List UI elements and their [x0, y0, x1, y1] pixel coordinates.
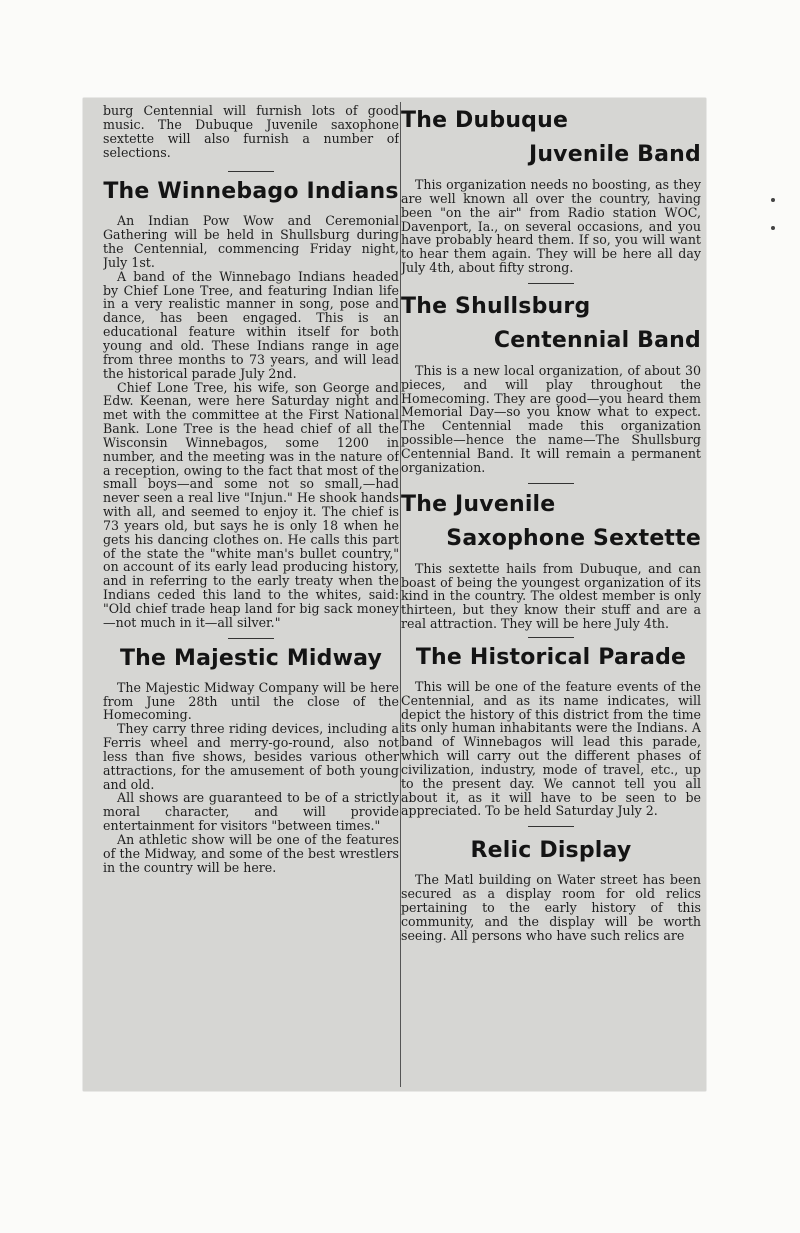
midway-paragraph: An athletic show will be one of the features of the Midway, and some of the best wrestlers in the country will be here.: [103, 831, 399, 875]
section-title-midway: The Majestic Midway: [119, 645, 383, 671]
midway-paragraph: All shows are guaranteed to be of a strictly moral character, and will provide entertainment for visitors "between times.": [103, 790, 399, 834]
title-line: The Juvenile: [401, 491, 556, 517]
section-title-saxophone-sextette: [401, 488, 701, 556]
winnebago-paragraph: An Indian Pow Wow and Ceremonial Gathering will be held in Shullsburg during the Centennial, commencing Friday night, July 1st.: [103, 213, 399, 270]
section-divider: [528, 826, 574, 827]
section-title-relic-display: Relic Display: [470, 838, 632, 864]
section-title-centennial-band: [401, 290, 701, 358]
section-title-winnebago: The Winnebago Indians: [103, 179, 399, 205]
section-divider: [228, 638, 274, 639]
section-divider: [528, 637, 574, 638]
title-line: Juvenile Band: [528, 142, 701, 167]
title-line: Centennial Band: [493, 327, 701, 353]
right-column: [401, 104, 701, 1085]
parade-paragraph: This will be one of the feature events of the Centennial, and as its name indicates, will depict the history of this district from the time its only human inhabitants were the Indians. A band of Winnebagos will lead this parade, which will carry out the different phases of civilization, industry, mode of travel, etc., up to the present day. We cannot tell you all about it, as it will have to be seen to be appreciated. To be held Saturday July 2.: [401, 678, 701, 819]
section-divider: [528, 283, 574, 284]
winnebago-paragraph: Chief Lone Tree, his wife, son George and Edw. Keenan, were here Saturday night and met with the committee at the First National Bank. Lone Tree is the head chief of all the Wisconsin Winnebagos, some 1200 in number, and the meeting was in the nature of a reception, owing to the fact that most of the small boys—and some not so small,—had never seen a real live "Injun." He shook hands with all, and seemed to enjoy it. The chief is 73 years old, but says he is only 18 when he gets his dancing clothes on. He calls this part of the state the "white man's bullet country," on account of its early lead producing history, and in referring to the early treaty when the Indians ceded this land to the whites, said: "Old chief trade heap land for big sack money—not much in it—all silver.": [103, 379, 399, 630]
midway-paragraph: The Majestic Midway Company will be here from June 28th until the close of the Homecoming.: [103, 679, 399, 723]
section-divider: [228, 171, 274, 172]
relic-paragraph: The Matl building on Water street has been secured as a display room for old relics pertaining to the early history of this community, and the display will be worth seeing. All persons who have such relics are: [401, 872, 701, 943]
section-title-juvenile-band: [401, 104, 701, 172]
winnebago-paragraph: A band of the Winnebago Indians headed by Chief Lone Tree, and featuring Indian life in a very realistic manner in song, pose and dance, has been engaged. This is an educational feature within itself for both young and old. These Indians range in age from three months to 73 years, and will lead the historical parade July 2nd.: [103, 268, 399, 381]
section-divider: [528, 483, 574, 484]
title-line: Saxophone Sextette: [446, 525, 701, 551]
title-line: The Dubuque: [401, 108, 569, 133]
title-line: The Shullsburg: [401, 293, 591, 319]
sextette-paragraph: This sextette hails from Dubuque, and can boast of being the youngest organization of its kind in the country. The oldest member is only thirteen, but they know their stuff and are a real attraction. They will be here July 4th.: [401, 560, 701, 632]
left-column: [103, 104, 399, 1085]
juvenile-band-paragraph: This organization needs no boosting, as they are well known all over the country, having been "on the air" from Radio station WOC, Davenport, Ia., on several occasions, and you have probably heard them. If so, you will want to hear them again. They will be here all day July 4th, about fifty strong.: [401, 177, 701, 276]
margin-mark: [771, 198, 775, 202]
centennial-band-paragraph: This is a new local organization, of about 30 pieces, and will play throughout the Homecoming. They are good—you heard them Memorial Day—so you know what to expect. The Centennial made this organization possible—hence the name—The Shullsburg Centennial Band. It will remain a permanent organization.: [401, 362, 701, 475]
midway-paragraph: They carry three riding devices, including a Ferris wheel and merry-go-round, also not less than five shows, besides various other attractions, for the amusement of both young and old.: [103, 721, 399, 792]
intro-paragraph: burg Centennial will furnish lots of good music. The Dubuque Juvenile saxophone sextette will also furnish a number of selections.: [103, 104, 399, 160]
margin-mark: [771, 226, 775, 230]
section-title-historical-parade: The Historical Parade: [415, 644, 687, 670]
newspaper-clipping: [83, 98, 706, 1091]
